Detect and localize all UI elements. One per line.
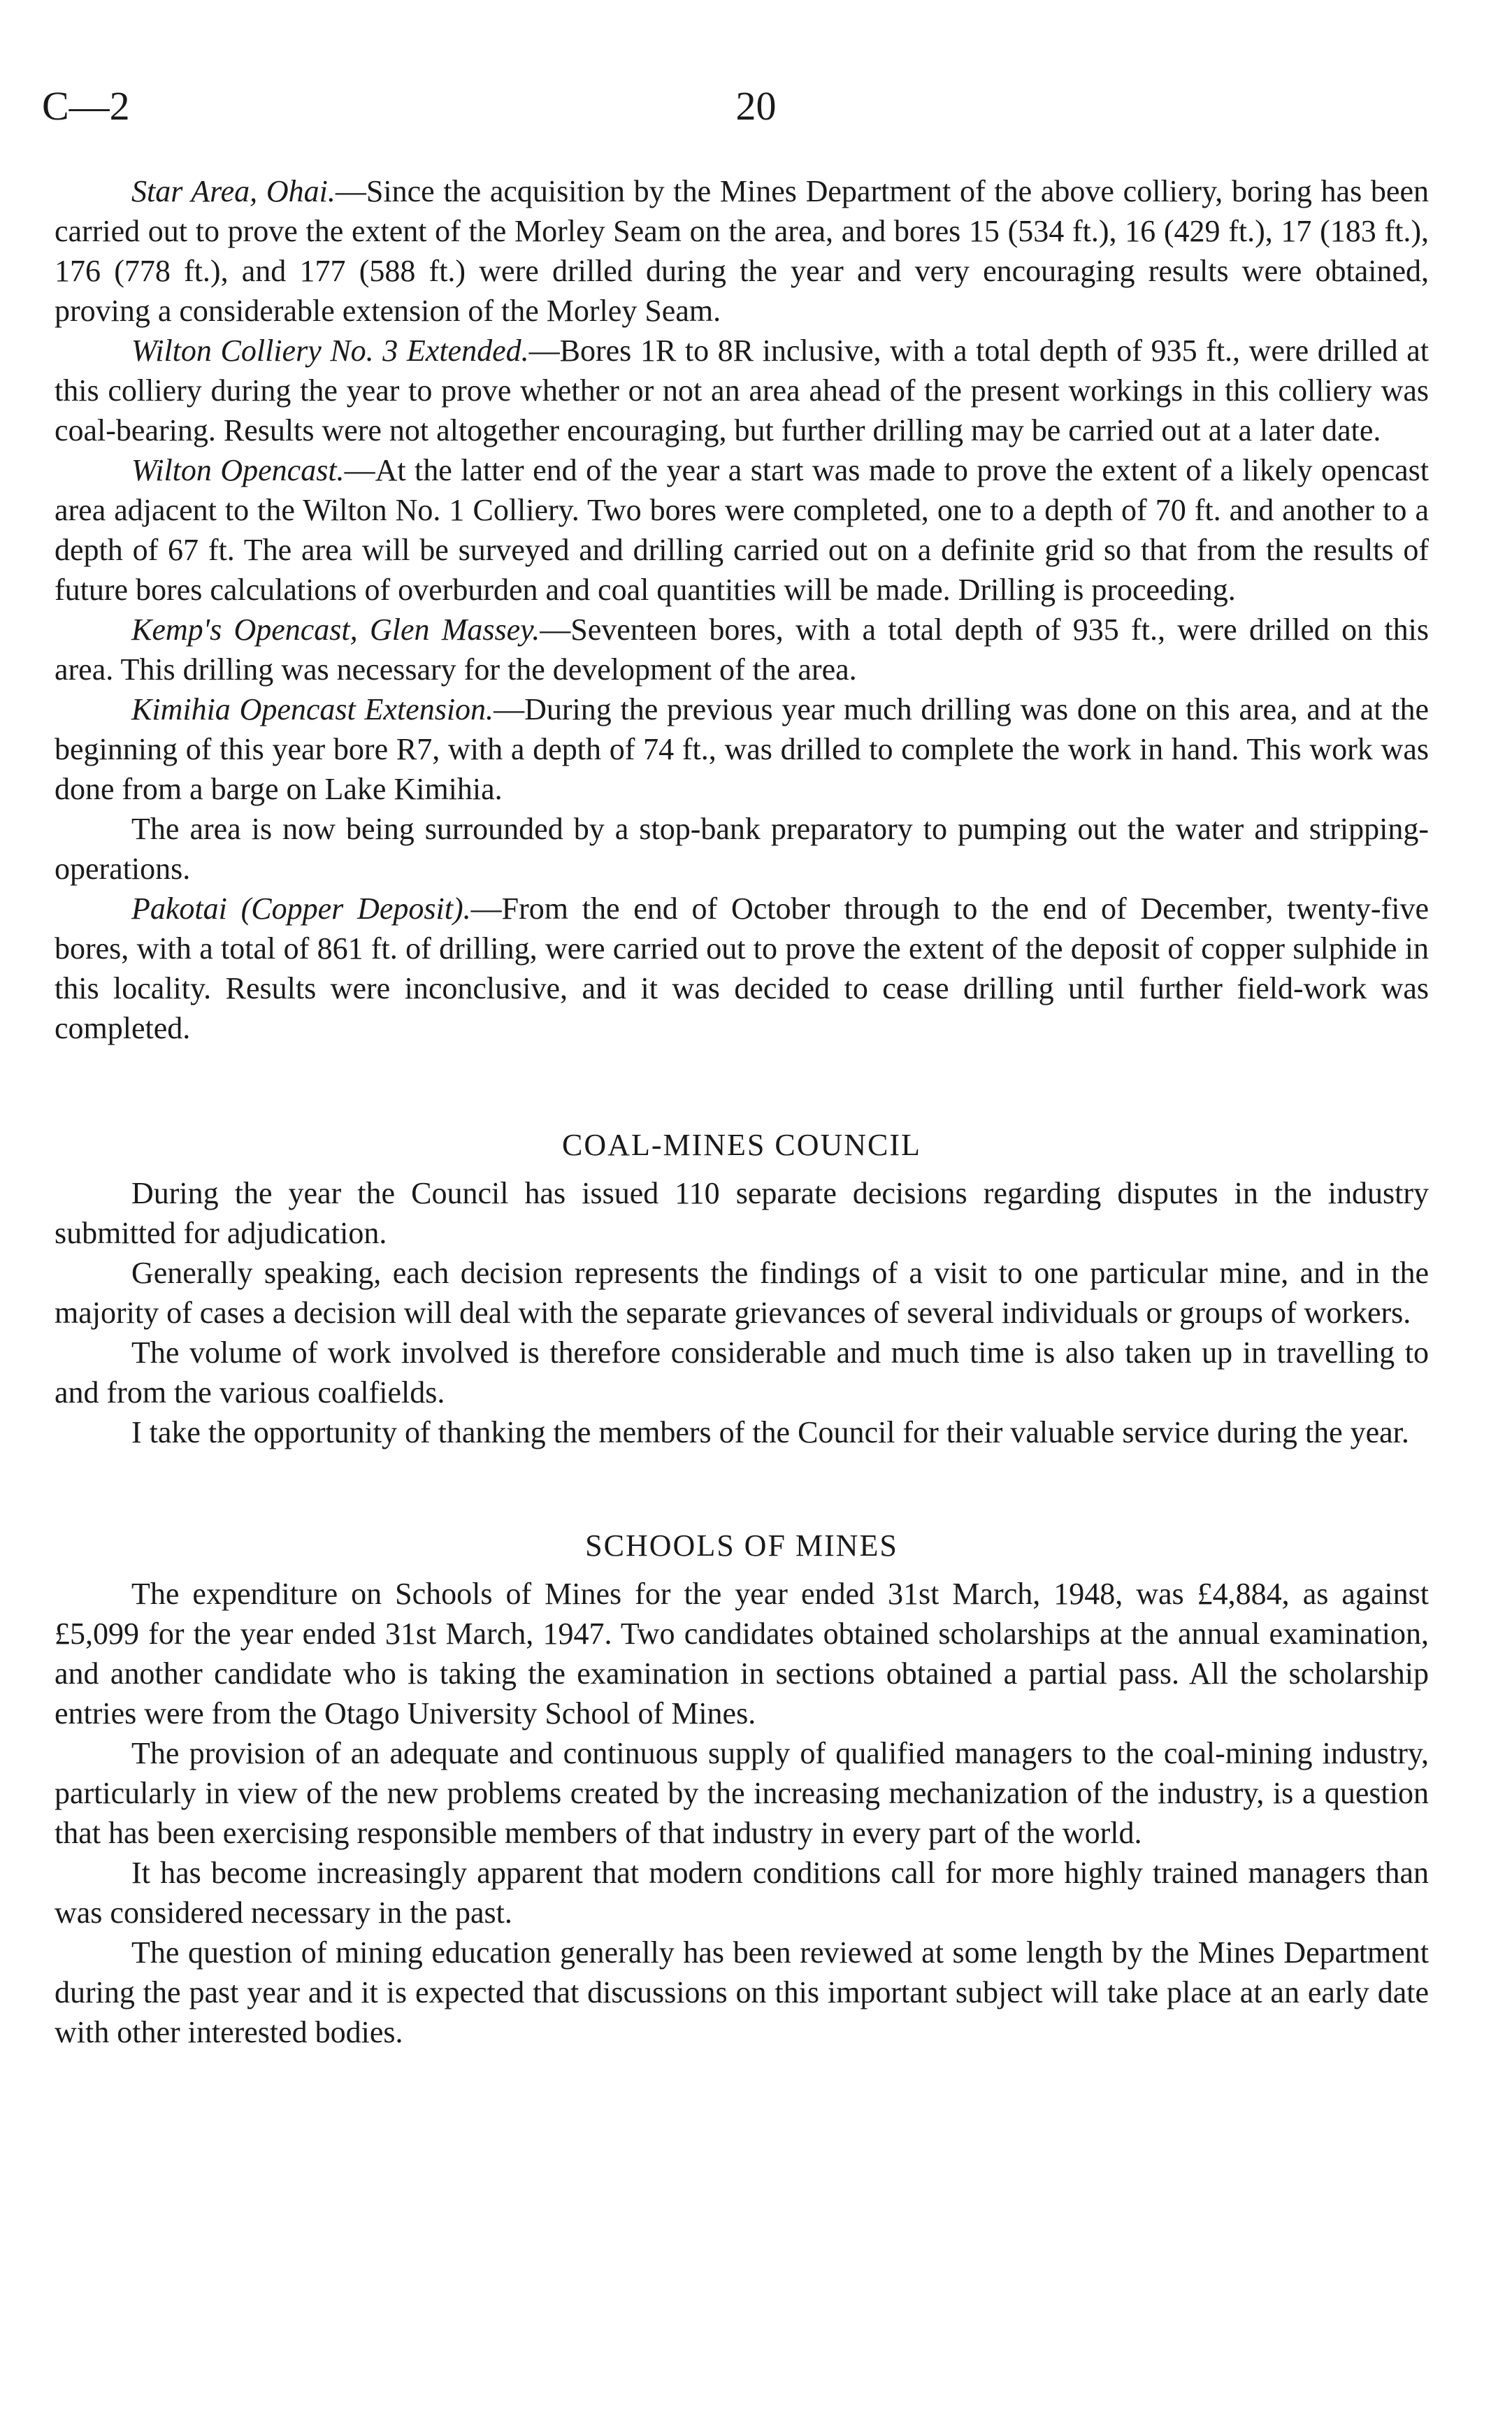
paragraph: The volume of work involved is therefore considerable and much time is also taken up in travelling to and from the various coalfields. [55,1335,1429,1410]
paragraph-lead: Wilton Colliery No. 3 Extended. [131,334,529,368]
paragraph-text: —From the end of October through to the end of December, twenty-five bores, with a total of 861 ft. of drilling, were carried out to prove the extent of the deposit of copper sulphide in this locality. Results were inconclusive, and it was decided to cease drilling until further field-work was completed. [55,891,1429,1045]
paragraph-lead: Kimihia Opencast Extension. [131,692,494,726]
paragraph-lead: Wilton Opencast. [131,453,345,487]
document-reference: C—2 [42,83,130,129]
paragraph: The question of mining education generally has been reviewed at some length by the Mines Department during the past year and it is expected that discussions on this important subject will take place at an early date with other interested bodies. [55,1935,1429,2049]
paragraph [55,809,1429,889]
paragraph [55,610,1429,689]
drilling-section [55,171,1429,1048]
section-heading-schools-of-mines: SCHOOLS OF MINES [585,1528,898,1563]
paragraph-text: —Seventeen bores, with a total depth of 935 ft., were drilled on this area. This drilling was necessary for the development of the area. [55,612,1429,687]
paragraph: The provision of an adequate and continuous supply of qualified managers to the coal-mining industry, particularly in view of the new problems created by the increasing mechanization of the industry, is a question that has been exercising responsible members of that industry in every part of the world. [55,1736,1429,1850]
paragraph-text: —Since the acquisition by the Mines Department of the above colliery, boring has been carried out to prove the extent of the Morley Seam on the area, and bores 15 (534 ft.), 16 (429 ft.), 17 (183 ft.), 176 (778 ft.), and 177 (588 ft.) were drilled during the year and very encouraging results were obtained, proving a considerable extension of the Morley Seam. [55,174,1429,328]
paragraph [55,689,1429,809]
paragraph [55,331,1429,450]
page-number: 20 [735,83,777,129]
paragraph [55,889,1429,1048]
paragraph-text: The area is now being surrounded by a stop-bank preparatory to pumping out the water and stripping-operations. [55,812,1429,886]
section-heading-coal-mines-council: COAL-MINES COUNCIL [562,1128,921,1162]
paragraph-lead: Star Area, Ohai. [131,174,336,208]
coal-mines-council-section [55,1173,1429,1452]
paragraph: Generally speaking, each decision represents the findings of a visit to one particular mine, and in the majority of cases a decision will deal with the separate grievances of several individuals or groups of workers. [55,1256,1429,1330]
paragraph [55,171,1429,331]
paragraph-text: —During the previous year much drilling was done on this area, and at the beginning of this year bore R7, with a depth of 74 ft., was drilled to complete the work in hand. This work was done from a barge on Lake Kimihia. [55,692,1429,806]
paragraph: I take the opportunity of thanking the members of the Council for their valuable service during the year. [131,1415,1409,1449]
paragraph: The expenditure on Schools of Mines for the year ended 31st March, 1948, was £4,884, as against £5,099 for the year ended 31st March, 1947. Two candidates obtained scholarships at the annual examination, and another candidate who is taking the examination in sections obtained a partial pass. All the scholarship entries were from the Otago University School of Mines. [55,1577,1429,1730]
paragraph: It has become increasingly apparent that modern conditions call for more highly trained managers than was considered necessary in the past. [55,1856,1429,1930]
page-body [55,171,1429,2052]
paragraph: During the year the Council has issued 110 separate decisions regarding disputes in the industry submitted for adjudication. [55,1176,1429,1250]
paragraph [55,450,1429,610]
schools-of-mines-section [55,1574,1429,2052]
page-header [42,83,1470,145]
paragraph-lead: Pakotai (Copper Deposit). [131,891,471,926]
paragraph-lead: Kemp's Opencast, Glen Massey. [131,612,540,647]
paragraph-text: —Bores 1R to 8R inclusive, with a total depth of 935 ft., were drilled at this colliery during the year to prove whether or not an area ahead of the present workings in this colliery was coal-bearing. Results were not altogether encouraging, but further drilling may be carried out at a later date. [55,334,1430,447]
paragraph-text: —At the latter end of the year a start was made to prove the extent of a likely opencast area adjacent to the Wilton No. 1 Colliery. Two bores were completed, one to a depth of 70 ft. and another to a depth of 67 ft. The area will be surveyed and drilling carried out on a definite grid so that from the results of future bores calculations of overburden and coal quantities will be made. Drilling is proceeding. [55,453,1429,607]
